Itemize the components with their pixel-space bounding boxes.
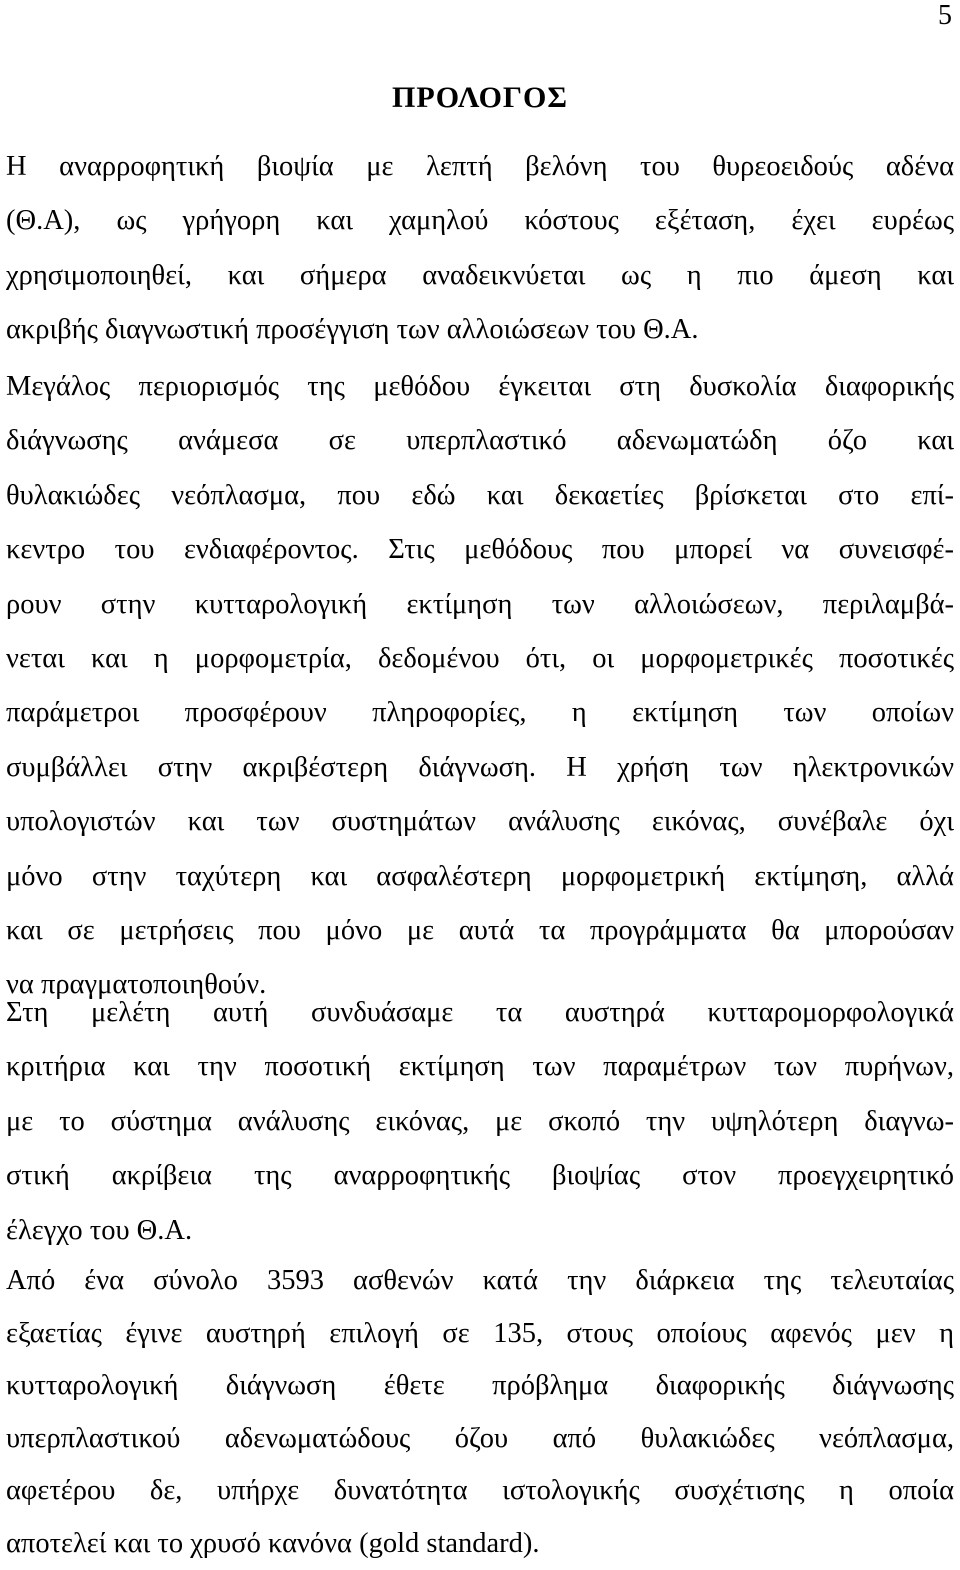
text-line: ακριβής διαγνωστική προσέγγιση των αλλοιώσεων του Θ.Α. [6, 303, 954, 357]
text-line: αποτελεί και το χρυσό κανόνα (gold standard). [6, 1518, 954, 1570]
text-line: κυτταρολογική διάγνωση έθετε πρόβλημα διαφορικής διάγνωσης [6, 1360, 954, 1413]
text-line: στική ακρίβεια της αναρροφητικής βιοψίας στον προεγχειρητικό [6, 1149, 954, 1203]
text-line: με το σύστημα ανάλυσης εικόνας, με σκοπό την υψηλότερη διαγνω- [6, 1095, 954, 1149]
text-line: διάγνωσης ανάμεσα σε υπερπλαστικό αδενωματώδη όζο και [6, 414, 954, 468]
text-line: υπολογιστών και των συστημάτων ανάλυσης εικόνας, συνέβαλε όχι [6, 795, 954, 849]
text-line: αφετέρου δε, υπήρχε δυνατότητα ιστολογικής συσχέτισης η οποία [6, 1465, 954, 1518]
text-line: Μεγάλος περιορισμός της μεθόδου έγκειται στη δυσκολία διαφορικής [6, 360, 954, 414]
text-line: Από ένα σύνολο 3593 ασθενών κατά την διάρκεια της τελευταίας [6, 1255, 954, 1308]
text-line: θυλακιώδες νεόπλασμα, που εδώ και δεκαετίες βρίσκεται στο επί- [6, 469, 954, 523]
text-line: χρησιμοποιηθεί, και σήμερα αναδεικνύεται ως η πιο άμεση και [6, 249, 954, 303]
text-line: συμβάλλει στην ακριβέστερη διάγνωση. Η χρήση των ηλεκτρονικών [6, 741, 954, 795]
paragraph-2 [6, 360, 954, 1013]
text-line: Η αναρροφητική βιοψία με λεπτή βελόνη του θυρεοειδούς αδένα [6, 140, 954, 194]
paragraph-3 [6, 986, 954, 1258]
text-line: παράμετροι προσφέρουν πληροφορίες, η εκτίμηση των οποίων [6, 686, 954, 740]
page-number: 5 [938, 0, 952, 32]
text-line: έλεγχο του Θ.Α. [6, 1204, 954, 1258]
page-title: ΠΡΟΛΟΓΟΣ [0, 78, 960, 118]
text-line: εξαετίας έγινε αυστηρή επιλογή σε 135, στους οποίους αφενός μεν η [6, 1308, 954, 1361]
text-line: κεντρο του ενδιαφέροντος. Στις μεθόδους που μπορεί να συνεισφέ- [6, 523, 954, 577]
text-line: να πραγματοποιηθούν. [6, 958, 954, 1012]
text-line: Στη μελέτη αυτή συνδυάσαμε τα αυστηρά κυτταρομορφολογικά [6, 986, 954, 1040]
text-line: ρουν στην κυτταρολογική εκτίμηση των αλλοιώσεων, περιλαμβά- [6, 578, 954, 632]
text-line: νεται και η μορφομετρία, δεδομένου ότι, οι μορφομετρικές ποσοτικές [6, 632, 954, 686]
text-line: και σε μετρήσεις που μόνο με αυτά τα προγράμματα θα μπορούσαν [6, 904, 954, 958]
paragraph-4 [6, 1255, 954, 1570]
paragraph-1 [6, 140, 954, 358]
text-line: κριτήρια και την ποσοτική εκτίμηση των παραμέτρων των πυρήνων, [6, 1040, 954, 1094]
text-line: (Θ.Α), ως γρήγορη και χαμηλού κόστους εξέταση, έχει ευρέως [6, 194, 954, 248]
text-line: μόνο στην ταχύτερη και ασφαλέστερη μορφομετρική εκτίμηση, αλλά [6, 850, 954, 904]
text-line: υπερπλαστικού αδενωματώδους όζου από θυλακιώδες νεόπλασμα, [6, 1413, 954, 1466]
